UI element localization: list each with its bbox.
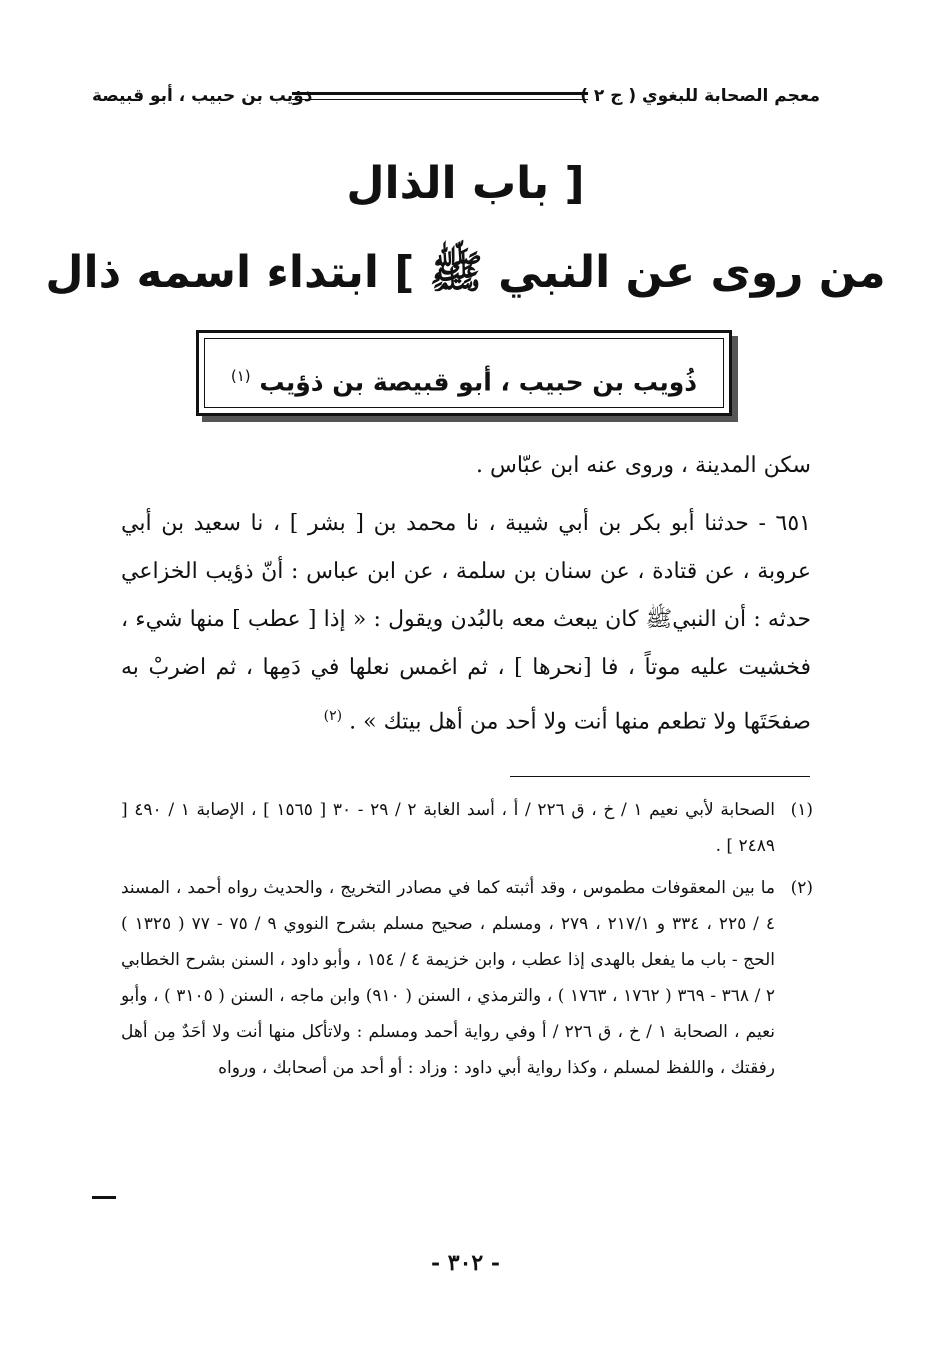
header-book-title: معجم الصحابة للبغوي ( ج ٢ ) <box>580 86 820 106</box>
footnote-mark: (١) <box>790 800 813 820</box>
page-number: - ٣٠٢ - <box>430 1250 501 1276</box>
chapter-title: [ باب الذال <box>346 158 585 209</box>
footnote <box>121 792 813 864</box>
footnote <box>121 870 813 1086</box>
entry-name: ذُويب بن حبيب ، أبو قبيصة بن ذؤيب <box>259 367 698 397</box>
hadith-note-ref: (٢) <box>323 708 343 724</box>
header-rule <box>292 92 588 100</box>
continuation-mark <box>92 1196 116 1199</box>
entry-name-inner <box>204 338 724 408</box>
main-text <box>121 442 811 756</box>
header-topic: ذؤيب بن حبيب ، أبو قبيصة <box>92 86 313 106</box>
footnotes <box>121 792 813 1092</box>
section-title: من روى عن النبي ﷺ ] ابتداء اسمه ذال <box>45 247 886 298</box>
footnote-mark: (٢) <box>790 878 813 898</box>
footnote-text: الصحابة لأبي نعيم ١ / خ ، ق ٢٢٦ / أ ، أسد الغابة ٢ / ٢٩ - ٣٠ [ ١٥٦٥ ] ، الإصابة ١ / ٤٩٠ [ ٢٤٨٩ ] . <box>121 800 775 856</box>
footnote-separator <box>510 776 810 777</box>
entry-note-ref: (١) <box>230 367 251 385</box>
footnote-text: ما بين المعقوفات مطموس ، وقد أثبته كما في مصادر التخريج ، والحديث رواه أحمد ، المسند ٤ / ٢٢٥ ، ٣٣٤ و ٢١٧/١ ، ٢٧٩ ، ومسلم ، صحيح مسلم بشرح النووي ٩ / ٧٥ - ٧٧ ( ١٣٢٥ ) الحج - باب ما يفعل بالهدى إذا عطب ، وابن خزيمة ٤ / ١٥٤ ، وأبو داود ، السنن بشرح الخطابي ٢ / ٣٦٨ - ٣٦٩ ( ١٧٦٢ ، ١٧٦٣ ) ، والترمذي ، السنن ( ٩١٠) وابن ماجه ، السنن ( ٣١٠٥ ) ، وأبو نعيم ، الصحابة ١ / خ ، ق ٢٢٦ / أ وفي رواية أحمد ومسلم : ولاتأكل منها أنت ولا أحَدٌ مِن أهل رفقتك ، واللفظ لمسلم ، وكذا رواية أبي داود : وزاد : أو أحد من أصحابك ، ورواه <box>121 878 776 1078</box>
running-header <box>92 80 820 120</box>
entry-name-box <box>196 330 732 416</box>
hadith-text: ٦٥١ - حدثنا أبو بكر بن أبي شيبة ، نا محمد بن [ بشر ] ، نا سعيد بن أبي عروبة ، عن قتادة ، عن سنان بن سلمة ، عن ابن عباس : أنّ ذؤيب الخزاعي حدثه : أن النبيﷺ كان يبعث معه بالبُدن ويقول : « إذا [ عطب ] منها شيء ، فخشيت عليه موتاً ، فا [نحرها ] ، ثم اغمس نعلها في دَمِها ، ثم اضربْ به صفحَتَها ولا تطعم منها أنت ولا أحد من أهل بيتك » . <box>121 511 811 735</box>
hadith-paragraph <box>121 500 811 746</box>
intro-paragraph: سكن المدينة ، وروى عنه ابن عبّاس . <box>476 453 811 478</box>
